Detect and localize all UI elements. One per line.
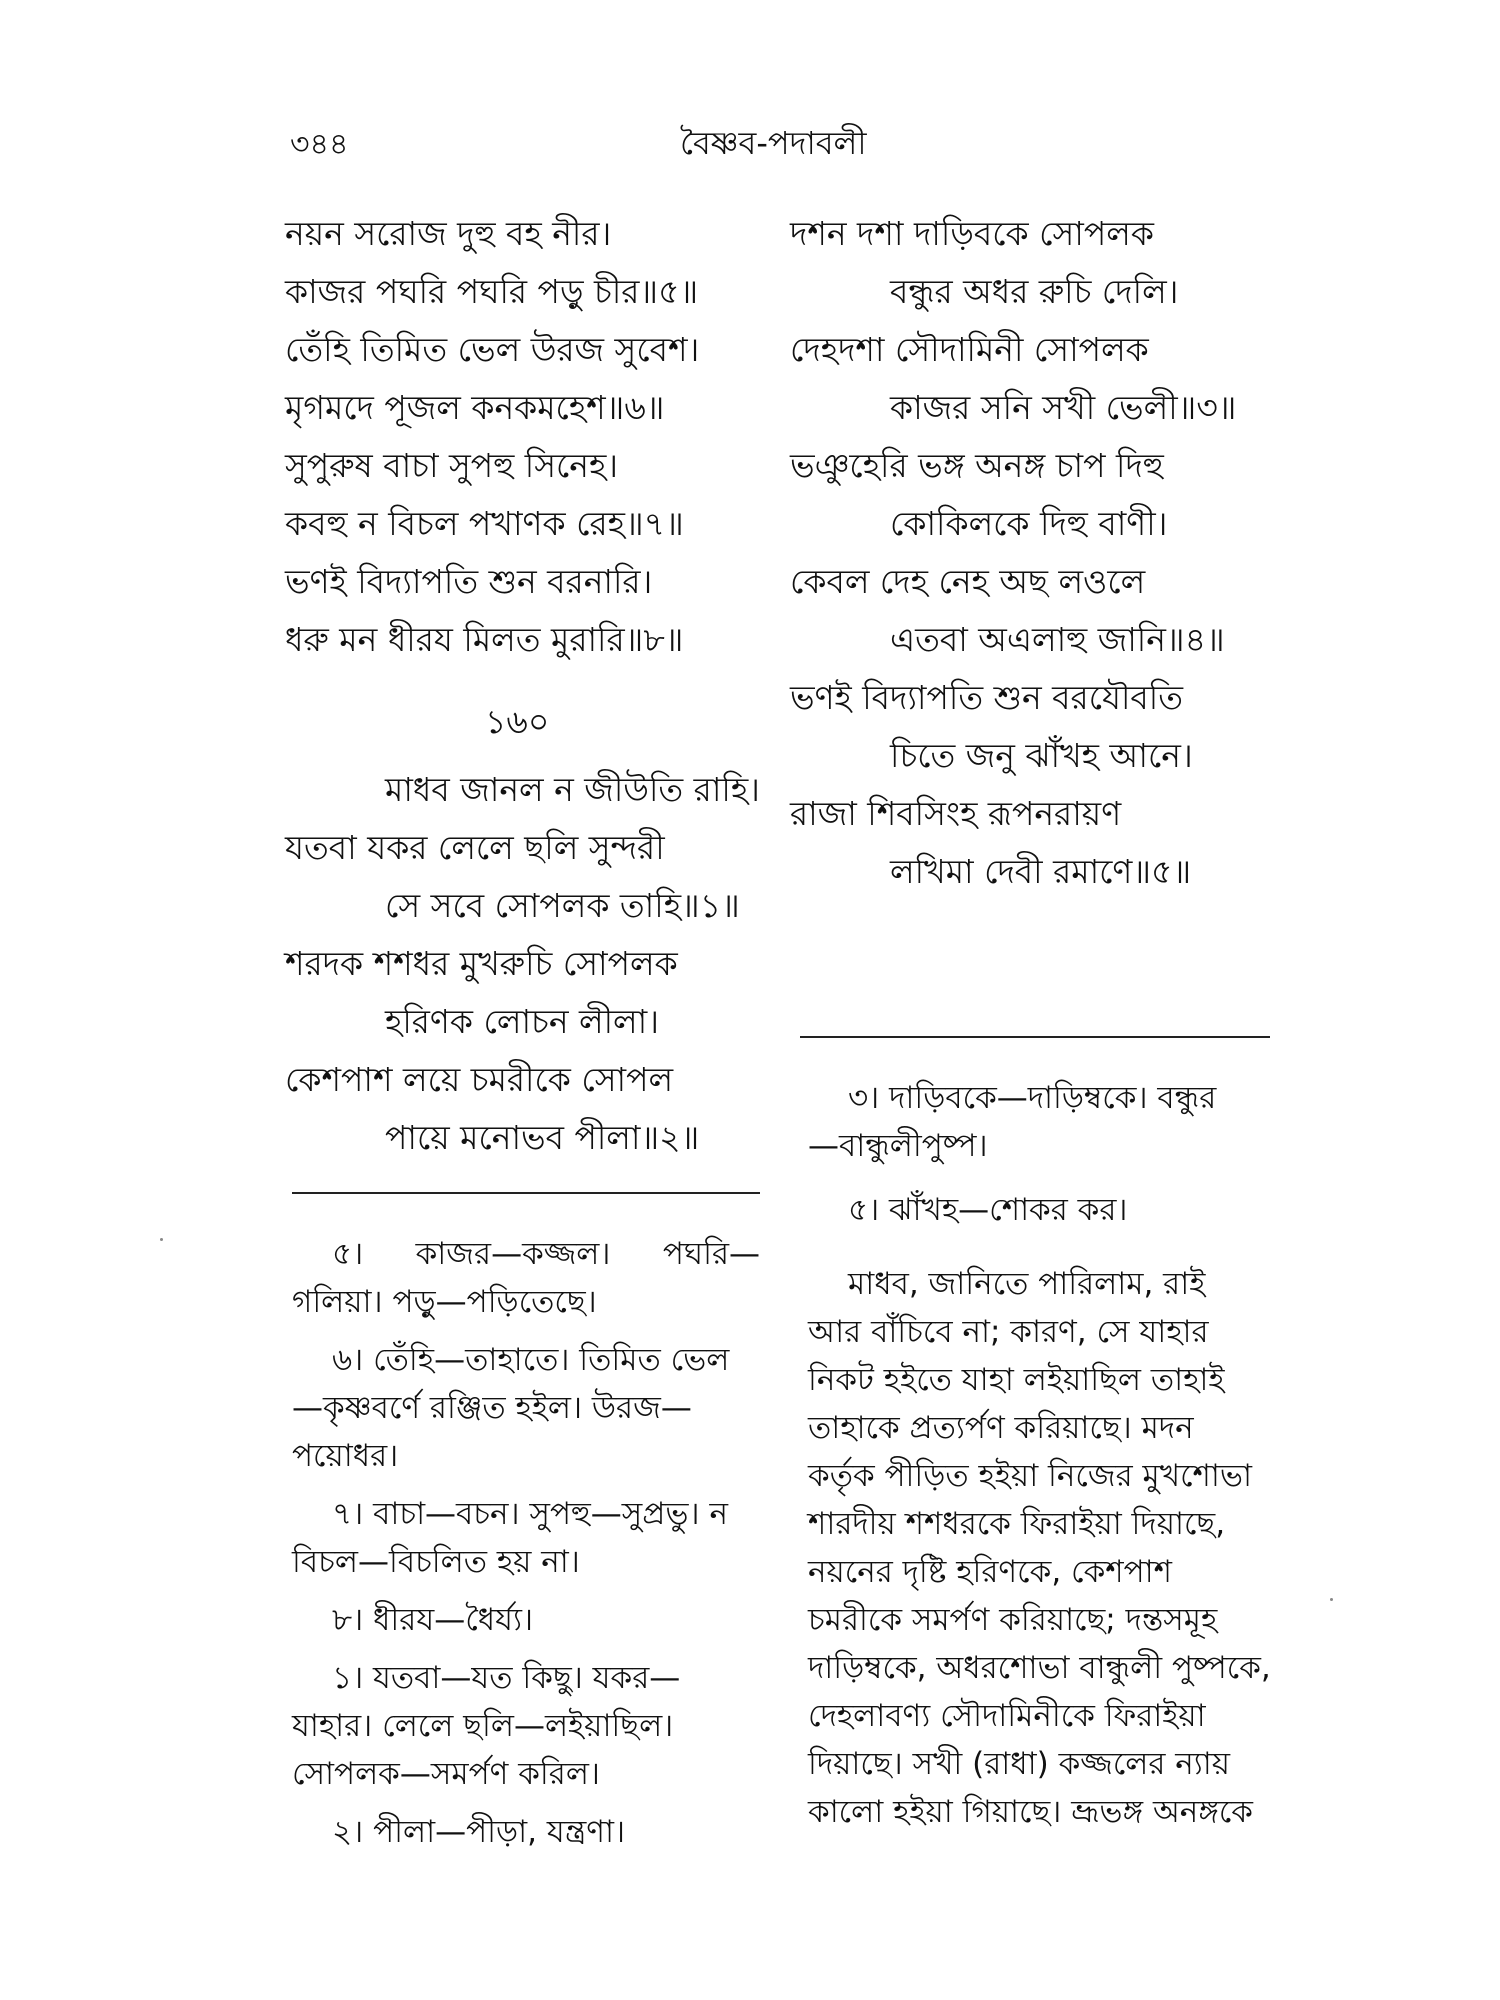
prose-line: দাড়িম্বকে, অধরশোভা বান্ধুলী পুষ্পকে, <box>808 1650 1271 1686</box>
footnote-line: ৫। ঝাঁখহ—শোকর কর। <box>848 1192 1128 1228</box>
page-number: ৩৪৪ <box>290 127 349 162</box>
footnote-divider <box>800 1036 1270 1038</box>
verse-line: কেশপাশ লয়ে চমরীকে সোপল <box>285 1060 674 1099</box>
prose-line: নয়নের দৃষ্টি হরিণকে, কেশপাশ <box>808 1554 1173 1590</box>
verse-line: ভণই বিদ্যাপতি শুন বরযৌবতি <box>790 678 1183 717</box>
footnote-line: পয়োধর। <box>292 1438 399 1474</box>
prose-line: নিকট হইতে যাহা লইয়াছিল তাহাই <box>808 1362 1225 1398</box>
poem-number: ১৬০ <box>485 702 550 741</box>
prose-line: দেহলাবণ্য সৌদামিনীকে ফিরাইয়া <box>808 1698 1206 1734</box>
verse-line: রাজা শিবসিংহ রূপনরায়ণ <box>790 794 1122 833</box>
verse-line: এতবা অএলাহু জানি॥৪॥ <box>890 620 1225 659</box>
verse-line: কবহু ন বিচল পখাণক রেহ॥৭॥ <box>285 504 684 543</box>
footnote-line: —বান্ধুলীপুষ্প। <box>808 1128 988 1164</box>
verse-line: ভঞুহেরি ভঙ্গ অনঙ্গ চাপ দিহু <box>790 446 1164 485</box>
prose-line: তাহাকে প্রত্যর্পণ করিয়াছে। মদন <box>808 1410 1194 1446</box>
prose-line: আর বাঁচিবে না; কারণ, সে যাহার <box>808 1314 1209 1350</box>
prose-line: শারদীয় শশধরকে ফিরাইয়া দিয়াছে, <box>808 1506 1226 1542</box>
verse-line: দেহদশা সৌদামিনী সোপলক <box>790 330 1149 369</box>
verse-line: ধরু মন ধীরয মিলত মুরারি॥৮॥ <box>285 620 684 659</box>
verse-line: শরদক শশধর মুখরুচি সোপলক <box>285 944 678 983</box>
footnote-line: যাহার। লেলে ছলি—লইয়াছিল। <box>292 1708 674 1744</box>
verse-line: বন্ধুর অধর রুচি দেলি। <box>890 272 1179 311</box>
footnote-line: ৩। দাড়িবকে—দাড়িম্বকে। বন্ধুর <box>848 1080 1217 1116</box>
footnote-line: বিচল—বিচলিত হয় না। <box>292 1544 580 1580</box>
verse-line: সে সবে সোপলক তাহি॥১॥ <box>385 886 740 925</box>
verse-line: কাজর সনি সখী ভেলী॥৩॥ <box>890 388 1237 427</box>
book-title: বৈষ্ণব-পদাবলী <box>680 124 867 162</box>
prose-line: দিয়াছে। সখী (রাধা) কজ্জলের ন্যায় <box>808 1746 1231 1782</box>
prose-line: চমরীকে সমর্পণ করিয়াছে; দন্তসমূহ <box>808 1602 1218 1638</box>
verse-line: কেবল দেহ নেহ অছ লওলে <box>790 562 1146 601</box>
footnote-line: সোপলক—সমর্পণ করিল। <box>292 1756 601 1792</box>
footnote-line: ২। পীলা—পীড়া, যন্ত্রণা। <box>332 1814 626 1850</box>
prose-line: কর্তৃক পীড়িত হইয়া নিজের মুখশোভা <box>808 1458 1252 1494</box>
verse-line: লখিমা দেবী রমাণে॥৫॥ <box>890 852 1192 891</box>
verse-line: নয়ন সরোজ দুহু বহ নীর। <box>285 214 612 253</box>
footnote-line: —কৃষ্ণবর্ণে রঞ্জিত হইল। উরজ— <box>292 1390 692 1426</box>
verse-line: পায়ে মনোভব পীলা॥২॥ <box>385 1118 700 1157</box>
scan-speck <box>160 1238 163 1241</box>
footnote-line: গলিয়া। পড়ু—পড়িতেছে। <box>292 1284 597 1320</box>
verse-line: হরিণক লোচন লীলা। <box>385 1002 659 1041</box>
scan-speck <box>1330 1598 1333 1601</box>
verse-line: কাজর পঘরি পঘরি পড়ু চীর॥৫॥ <box>285 272 699 311</box>
verse-line: সুপুরুষ বাচা সুপহু সিনেহ। <box>285 446 619 485</box>
verse-line: যতবা যকর লেলে ছলি সুন্দরী <box>285 828 665 867</box>
footnote-divider <box>292 1192 760 1194</box>
verse-line: তেঁহি তিমিত ভেল উরজ সুবেশ। <box>285 330 700 369</box>
verse-line: চিতে জনু ঝাঁখহ আনে। <box>890 736 1193 775</box>
footnote-line: ১। যতবা—যত কিছু। যকর— <box>332 1660 681 1696</box>
footnote-line: ৫। কাজর—কজ্জল। পঘরি— <box>332 1236 760 1272</box>
footnote-line: ৭। বাচা—বচন। সুপহু—সুপ্রভু। ন <box>332 1496 728 1532</box>
prose-line: মাধব, জানিতে পারিলাম, রাই <box>848 1266 1206 1302</box>
footnote-line: ৮। ধীরয—ধৈর্য্য। <box>332 1602 534 1638</box>
verse-line: দশন দশা দাড়িবকে সোপলক <box>790 214 1154 253</box>
verse-line: ভণই বিদ্যাপতি শুন বরনারি। <box>285 562 653 601</box>
verse-line: মৃগমদে পূজল কনকমহেশ॥৬॥ <box>285 388 665 427</box>
verse-line: কোকিলকে দিহু বাণী। <box>890 504 1168 543</box>
verse-line: মাধব জানল ন জীউতি রাহি। <box>385 770 760 809</box>
footnote-line: ৬। তেঁহি—তাহাতে। তিমিত ভেল <box>332 1342 730 1378</box>
prose-line: কালো হইয়া গিয়াছে। ভ্রূভঙ্গ অনঙ্গকে <box>808 1794 1253 1830</box>
